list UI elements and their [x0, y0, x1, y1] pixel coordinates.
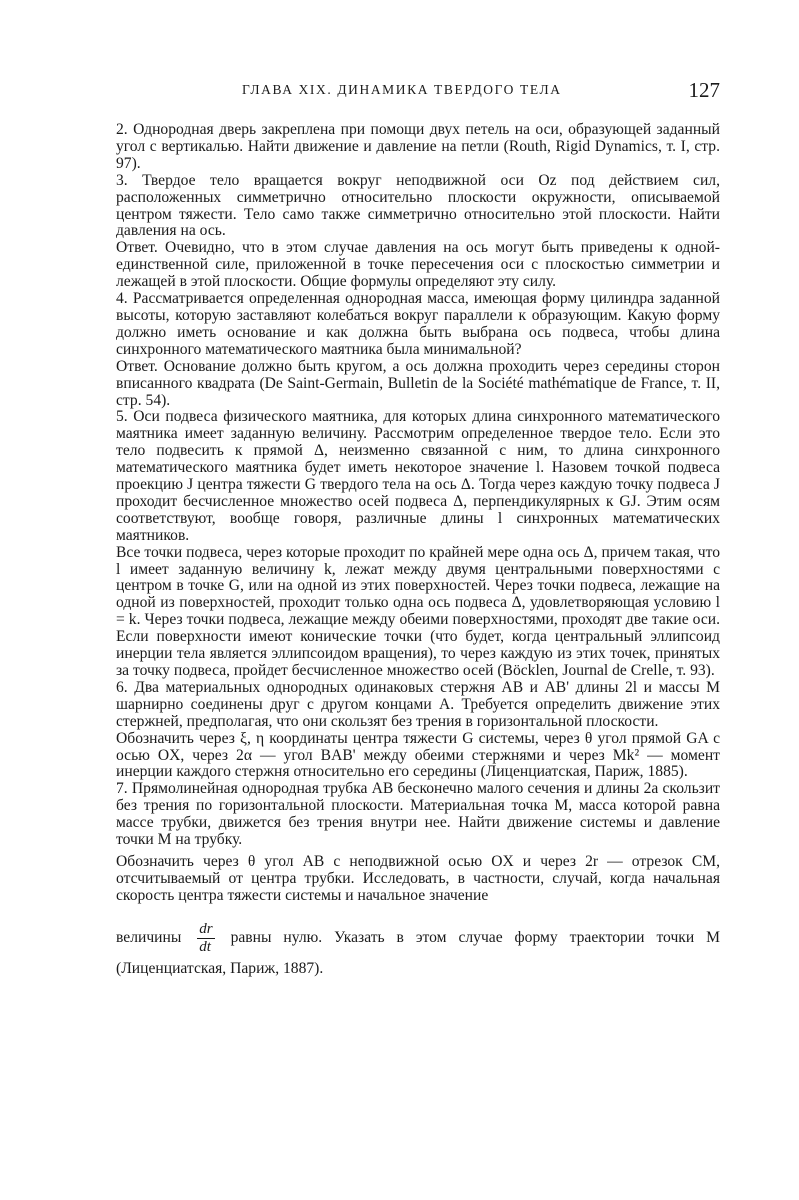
- problem-6-hint: Обозначить через ξ, η координаты центра тяжести G системы, через θ угол прямой GA с осью OX, через 2α — угол BAB' между обеими стержнями и через Mk² — момент инерции каждого стержня относительно его середины (Лиценциатская, Париж, 1885).: [116, 729, 720, 781]
- closing-citation: (Лиценциатская, Париж, 1887).: [116, 959, 324, 977]
- formula-line: [116, 915, 720, 961]
- derivative-fraction: [197, 921, 214, 956]
- page-number: 127: [688, 78, 720, 102]
- problem-2-paragraph: 2. Однородная дверь закреплена при помощи двух петель на оси, образующей заданный угол с вертикалью. Найти движение и давление на петли (Routh, Rigid Dynamics, т. I, стр. 97).: [116, 121, 720, 172]
- fraction-denominator: dt: [199, 938, 211, 955]
- problem-4-answer: Ответ. Основание должно быть кругом, а ось должна проходить через середины сторон вписанного квадрата (De Saint-Germain, Bulletin de la Société mathématique de France, т. II, стр. 54).: [116, 357, 720, 409]
- problem-3-paragraph: 3. Твердое тело вращается вокруг неподвижной оси Oz под действием сил, расположенных симметрично относительно плоскости окружности, описываемой центром тяжести. Тело само также симметрично относительно этой плоскости. Найти давления на ось.: [116, 171, 720, 240]
- formula-text-after: равны нулю. Указать в этом случае форму траектории точки M: [230, 928, 720, 946]
- problem-5-continuation: Все точки подвеса, через которые проходит по крайней мере одна ось Δ, причем такая, что l имеет заданную величину k, лежат между двумя центральными поверхностями с центром в точке G, или на одной из этих поверхностей. Через точки подвеса, лежащие на одной из поверхностей, проходит только одна ось подвеса Δ, удовлетворяющая условию l = k. Через точки подвеса, лежащие между обеими поверхностями, проходят две такие оси. Если поверхности имеют конические точки (что будет, когда центральный эллипсоид инерции тела является эллипсоидом вращения), то через каждую из этих точек, принятых за точку подвеса, пройдет бесчисленное множество осей (Böcklen, Journal de Crelle, т. 93).: [116, 543, 720, 679]
- problem-4-paragraph: 4. Рассматривается определенная однородная масса, имеющая форму цилиндра заданной высоты, которую заставляют колебаться вокруг параллели к образующим. Какую форму должно иметь основание и как должна быть выбрана ось подвеса, чтобы длина синхронного математического маятника была минимальной?: [116, 290, 720, 358]
- running-title: ГЛАВА XIX. ДИНАМИКА ТВЕРДОГО ТЕЛА: [242, 82, 562, 97]
- problem-5-paragraph: 5. Оси подвеса физического маятника, для которых длина синхронного математического маятника имеет заданную величину. Рассмотрим определенное твердое тело. Если это тело подвесить к прямой Δ, неизменно связанной с ним, то длина синхронного математического маятника будет иметь некоторое значение l. Назовем точкой подвеса проекцию J центра тяжести G твердого тела на ось Δ. Тогда через каждую точку подвеса J проходит бесчисленное множество осей подвеса Δ, перпендикулярных к GJ. Этим осям соответствуют, вообще говоря, различные длины l синхронных математических маятников.: [116, 408, 720, 544]
- problem-7-paragraph: 7. Прямолинейная однородная трубка AB бесконечно малого сечения и длины 2a скользит без трения по горизонтальной плоскости. Материальная точка M, масса которой равна массе трубки, движется без трения внутри нее. Найти движение системы и давление точки M на трубку.: [116, 780, 720, 849]
- fraction-numerator: dr: [199, 920, 213, 937]
- problem-3-answer: Ответ. Очевидно, что в этом случае давления на ось могут быть приведены к одной-единственной силе, приложенной в точке пересечения оси с плоскостью симметрии и лежащей в этой плоскости. Общие формулы определяют эту силу.: [116, 239, 720, 291]
- problem-7-hint: Обозначить через θ угол AB с неподвижной осью OX и через 2r — отрезок CM, отсчитываемый от центра трубки. Исследовать, в частности, случай, когда начальная скорость центра тяжести системы и начальное значение: [116, 852, 720, 904]
- problem-6-paragraph: 6. Два материальных однородных одинаковых стержня AB и AB' длины 2l и массы M шарнирно соединены друг с другом концами A. Требуется определить движение этих стержней, предполагая, что они скользят без трения в горизонтальной плоскости.: [116, 678, 720, 730]
- page-header: [116, 78, 720, 106]
- formula-text-before: величины: [116, 928, 182, 946]
- body-text: [116, 122, 720, 978]
